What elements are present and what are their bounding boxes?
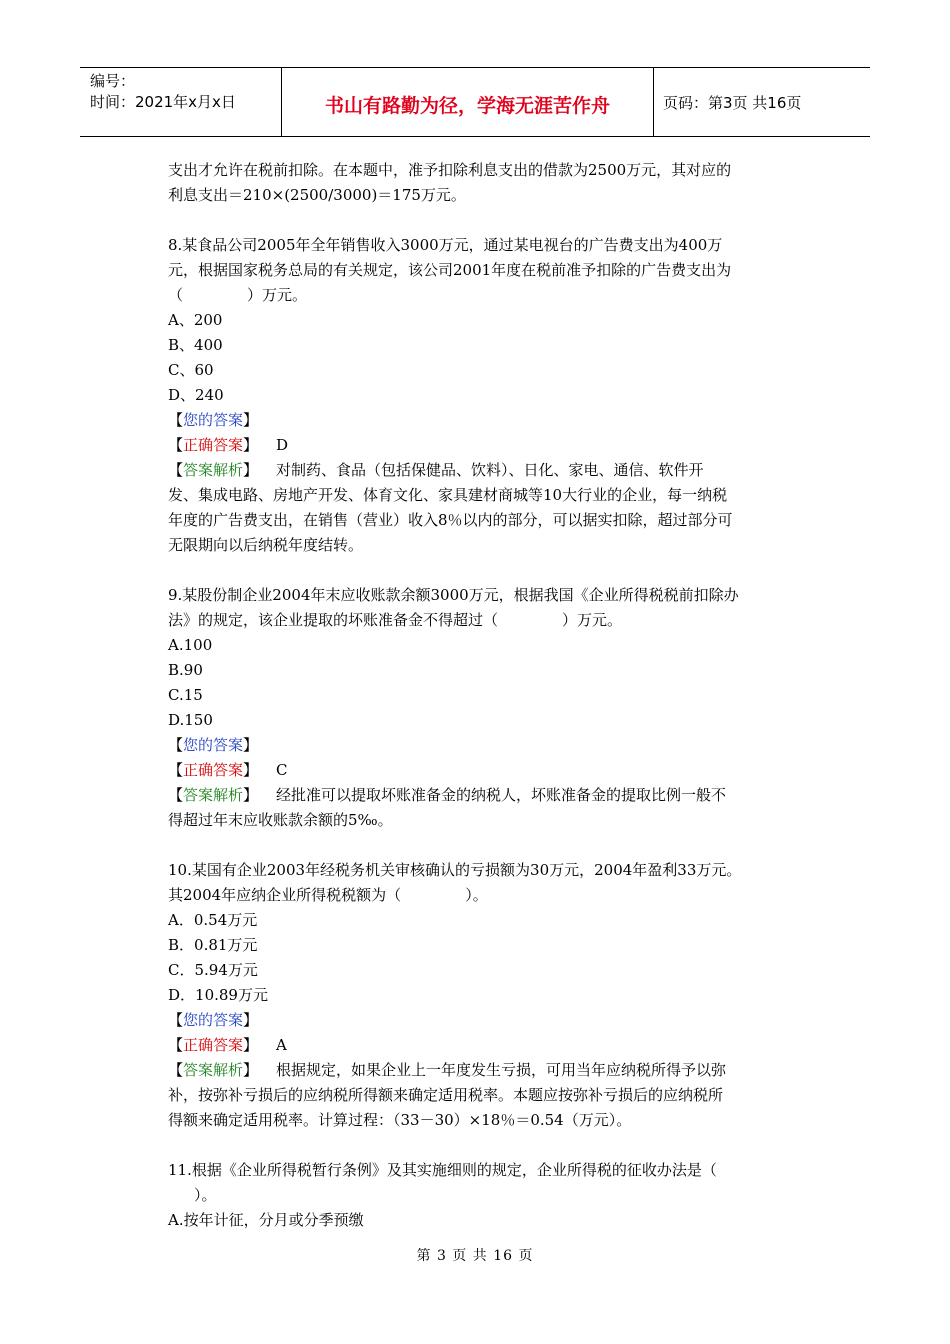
question-stem: 元，根据国家税务总局的有关规定，该公司2001年度在税前准予扣除的广告费支出为 bbox=[168, 261, 732, 279]
option-c: C．5.94万元 bbox=[168, 961, 258, 979]
correct-answer-value: A bbox=[276, 1036, 287, 1054]
your-answer-row: 【您的答案】 bbox=[168, 411, 259, 429]
document-body bbox=[168, 158, 813, 1233]
your-answer-row: 【您的答案】 bbox=[168, 1011, 259, 1029]
your-answer-row: 【您的答案】 bbox=[168, 736, 259, 754]
analysis-text: 补，按弥补亏损后的应纳税所得额来确定适用税率。本题应按弥补亏损后的应纳税所 bbox=[168, 1086, 724, 1104]
analysis-label: 答案解析 bbox=[183, 461, 244, 479]
correct-answer-label: 正确答案 bbox=[183, 436, 244, 454]
option-a: A.按年计征，分月或分季预缴 bbox=[168, 1211, 364, 1229]
analysis-text: 得超过年末应收账款余额的5‰。 bbox=[168, 811, 393, 829]
analysis-text: 无限期向以后纳税年度结转。 bbox=[168, 536, 364, 554]
intro-line: 支出才允许在税前扣除。在本题中，准予扣除利息支出的借款为2500万元，其对应的 bbox=[168, 161, 732, 179]
option-c: C、60 bbox=[168, 361, 214, 379]
correct-answer-label: 正确答案 bbox=[183, 1036, 244, 1054]
question-stem: 11.根据《企业所得税暂行条例》及其实施细则的规定，企业所得税的征收办法是（ bbox=[168, 1161, 717, 1179]
option-b: B.90 bbox=[168, 661, 203, 679]
question-9 bbox=[168, 583, 813, 833]
option-a: A.100 bbox=[168, 636, 213, 654]
option-d: D.150 bbox=[168, 711, 213, 729]
analysis-label: 答案解析 bbox=[183, 1061, 244, 1079]
option-a: A、200 bbox=[168, 311, 223, 329]
question-stem: ）。 bbox=[194, 1186, 217, 1204]
header-meta bbox=[80, 68, 282, 136]
analysis-row: 【答案解析】 对制药、食品（包括保健品、饮料）、日化、家电、通信、软件开 bbox=[168, 461, 704, 479]
your-answer-label: 您的答案 bbox=[183, 736, 244, 754]
option-b: B、400 bbox=[168, 336, 223, 354]
document-number-label: 编号： bbox=[90, 72, 136, 90]
document-date: 时间：2021年x月x日 bbox=[90, 93, 236, 111]
analysis-row: 【答案解析】 经批准可以提取坏账准备金的纳税人，坏账准备金的提取比例一般不 bbox=[168, 786, 727, 804]
correct-answer-value: D bbox=[276, 436, 289, 454]
correct-answer-row: 【正确答案】 D bbox=[168, 436, 289, 454]
correct-answer-row: 【正确答案】 A bbox=[168, 1036, 287, 1054]
analysis-label: 答案解析 bbox=[183, 786, 244, 804]
page-header bbox=[80, 67, 870, 137]
question-stem: 法》的规定，该企业提取的坏账准备金不得超过（ ）万元。 bbox=[168, 611, 623, 629]
header-motto: 书山有路勤为径，学海无涯苦作舟 bbox=[282, 68, 654, 136]
question-10 bbox=[168, 858, 813, 1133]
correct-answer-value: C bbox=[276, 761, 288, 779]
option-a: A．0.54万元 bbox=[168, 911, 258, 929]
analysis-text: 得额来确定适用税率。计算过程：（33－30）×18％＝0.54（万元）。 bbox=[168, 1111, 632, 1129]
question-stem: 其2004年应纳企业所得税税额为（ ）。 bbox=[168, 886, 488, 904]
page-footer: 第 3 页 共 16 页 bbox=[416, 1248, 534, 1264]
question-stem: 10.某国有企业2003年经税务机关审核确认的亏损额为30万元，2004年盈利33万元。 bbox=[168, 861, 742, 879]
your-answer-label: 您的答案 bbox=[183, 1011, 244, 1029]
intro-line: 利息支出＝210×(2500/3000)＝175万元。 bbox=[168, 186, 466, 204]
correct-answer-row: 【正确答案】 C bbox=[168, 761, 288, 779]
option-d: D、240 bbox=[168, 386, 224, 404]
analysis-text: 发、集成电路、房地产开发、体育文化、家具建材商城等10大行业的企业，每一纳税 bbox=[168, 486, 728, 504]
question-stem: （ ）万元。 bbox=[168, 286, 308, 304]
question-stem: 9.某股份制企业2004年末应收账款余额3000万元，根据我国《企业所得税税前扣除办 bbox=[168, 586, 739, 604]
option-d: D．10.89万元 bbox=[168, 986, 268, 1004]
correct-answer-label: 正确答案 bbox=[183, 761, 244, 779]
question-11 bbox=[168, 1158, 813, 1233]
analysis-text: 年度的广告费支出，在销售（营业）收入8％以内的部分，可以据实扣除，超过部分可 bbox=[168, 511, 733, 529]
question-stem: 8.某食品公司2005年全年销售收入3000万元，通过某电视台的广告费支出为400万 bbox=[168, 236, 723, 254]
header-page-info: 页码：第3页 共16页 bbox=[663, 93, 802, 112]
question-8 bbox=[168, 233, 813, 558]
option-c: C.15 bbox=[168, 686, 203, 704]
option-b: B．0.81万元 bbox=[168, 936, 258, 954]
your-answer-label: 您的答案 bbox=[183, 411, 244, 429]
analysis-row: 【答案解析】 根据规定，如果企业上一年度发生亏损，可用当年应纳税所得予以弥 bbox=[168, 1061, 727, 1079]
